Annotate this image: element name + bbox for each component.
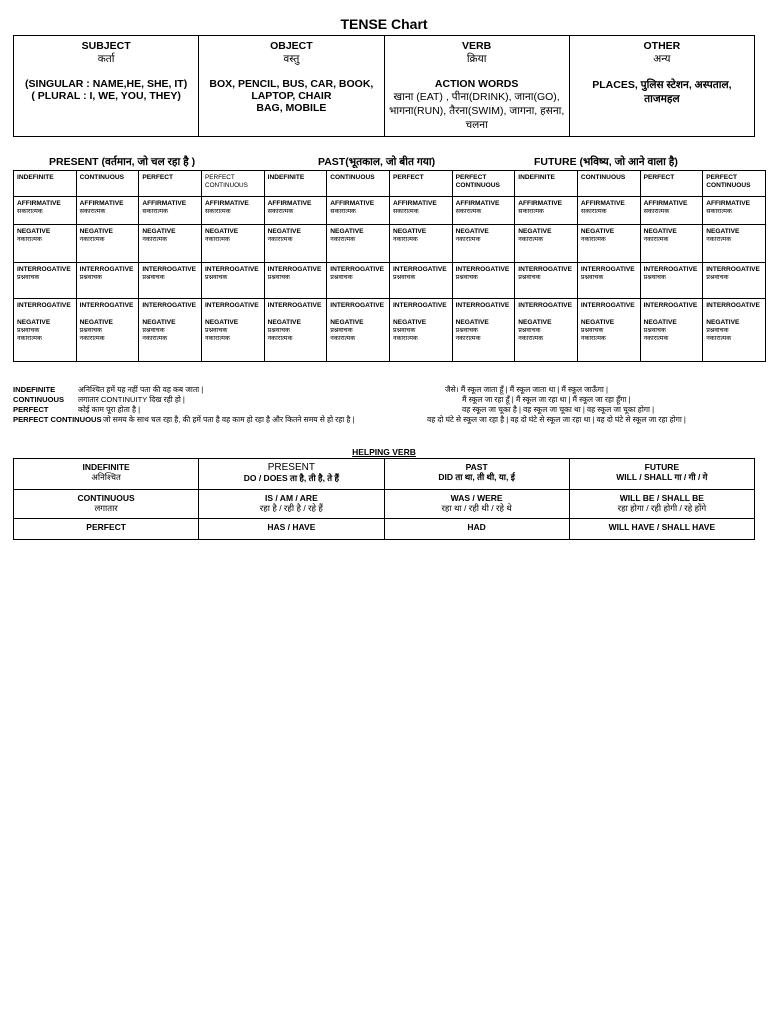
grid-cell-label: INTERROGATIVE	[142, 302, 197, 309]
grid-header: CONTINUOUS	[580, 174, 626, 181]
subject-cell	[14, 36, 199, 137]
grid-header-cell	[703, 171, 766, 197]
cell-hindi: क्रिया	[466, 53, 487, 65]
grid-cell-hindi: प्रश्नवाचक	[267, 274, 290, 282]
grid-cell-label: AFFIRMATIVE	[518, 200, 563, 207]
grid-header: PERFECT CONTINUOUS	[204, 174, 248, 189]
table-row	[14, 519, 755, 540]
grid-cell	[327, 197, 390, 225]
hv-present-heading: PRESENT	[267, 462, 315, 473]
grid-cell-hindi: प्रश्नवाचक	[706, 327, 729, 335]
hv-future-cell	[569, 519, 754, 540]
grid-cell-label: NEGATIVE	[392, 228, 427, 235]
grid-cell-label: NEGATIVE	[17, 228, 51, 235]
grid-cell	[703, 225, 766, 263]
grid-cell	[139, 225, 202, 263]
grid-cell	[14, 299, 77, 362]
table-row	[14, 263, 766, 299]
grid-header: INDEFINITE	[518, 174, 555, 181]
grid-cell	[14, 263, 77, 299]
grid-cell-hindi: नकारात्मक	[17, 236, 42, 244]
grid-cell	[327, 299, 390, 362]
grid-cell-hindi: प्रश्नवाचक	[455, 274, 478, 282]
grid-cell-label: NEGATIVE	[142, 319, 176, 327]
grid-cell-label: NEGATIVE	[643, 228, 677, 235]
cell-line: BAG, MOBILE	[256, 102, 327, 114]
definition-meaning: कोई काम पूरा होता है |	[78, 405, 141, 414]
grid-cell-label: NEGATIVE	[204, 319, 239, 327]
hv-present-cell	[199, 459, 384, 490]
grid-cell-label: AFFIRMATIVE	[267, 200, 312, 207]
hv-label-cell	[14, 490, 199, 519]
cell-line: BOX, PENCIL, BUS, CAR, BOOK, LAPTOP, CHAIR	[209, 78, 374, 102]
grid-cell-hindi: नकारात्मक	[17, 335, 42, 343]
grid-cell-hindi: नकारात्मक	[330, 335, 356, 343]
grid-cell	[139, 299, 202, 362]
hv-past-value: DID ता था, ती थी, या, ई	[438, 472, 515, 482]
other-cell	[569, 36, 754, 137]
grid-cell-hindi: प्रश्नवाचक	[392, 274, 416, 282]
grid-cell	[14, 197, 77, 225]
grid-cell-label: AFFIRMATIVE	[79, 200, 124, 207]
grid-cell-hindi: नकारात्मक	[580, 236, 606, 244]
grid-cell	[327, 263, 390, 299]
grid-cell	[389, 263, 452, 299]
grid-cell-label: INTERROGATIVE	[142, 266, 197, 273]
definition-term: PERFECT CONTINUOUS	[13, 415, 102, 424]
grid-cell-hindi: सकारात्मक	[643, 208, 670, 216]
hv-future-value: WILL HAVE / SHALL HAVE	[608, 522, 716, 532]
grid-header: CONTINUOUS	[79, 174, 124, 181]
hv-future-cell	[569, 459, 754, 490]
grid-cell-label: INTERROGATIVE	[17, 302, 71, 309]
grid-cell-hindi: नकारात्मक	[142, 335, 168, 343]
hv-past-cell	[384, 490, 569, 519]
grid-cell-hindi: नकारात्मक	[455, 335, 481, 343]
hv-label-cell	[14, 459, 199, 490]
grid-cell-hindi: नकारात्मक	[706, 335, 732, 343]
grid-cell-label: INTERROGATIVE	[518, 302, 572, 309]
hv-past-value: WAS / WERE	[450, 493, 503, 503]
cell-heading: SUBJECT	[81, 40, 131, 52]
grid-cell-label: NEGATIVE	[204, 228, 239, 235]
grid-cell	[577, 263, 640, 299]
definition-row	[13, 405, 755, 415]
cell-heading: OTHER	[643, 40, 681, 52]
grid-cell-label: INTERROGATIVE	[79, 302, 134, 309]
grid-cell-label: INTERROGATIVE	[17, 266, 71, 273]
grid-cell-hindi: प्रश्नवाचक	[17, 274, 40, 282]
grid-cell-hindi: नकारात्मक	[518, 236, 544, 244]
table-row	[14, 490, 755, 519]
grid-cell	[515, 225, 578, 263]
grid-cell	[640, 299, 703, 362]
grid-header: PERFECT	[643, 174, 675, 181]
grid-cell-hindi: प्रश्नवाचक	[142, 274, 165, 282]
hv-future-hindi: रहा होगा / रही होगी / रहे होंगे	[617, 503, 707, 513]
grid-cell-hindi: सकारात्मक	[330, 208, 356, 216]
grid-cell-label: INTERROGATIVE	[643, 266, 698, 273]
table-row	[14, 197, 766, 225]
hv-present-hindi: रहा है / रही है / रहे हैं	[259, 503, 323, 513]
grid-cell	[201, 263, 264, 299]
hv-label-hindi: अनिश्चित	[91, 472, 121, 482]
definition-row	[13, 415, 755, 425]
grid-header-cell	[264, 171, 327, 197]
grid-cell	[264, 299, 327, 362]
definition-meaning: अनिश्चित हमें यह नहीं पता की वह कब जाता |	[78, 385, 204, 394]
cell-hindi: कर्ता	[97, 53, 115, 65]
grid-header-cell	[327, 171, 390, 197]
grid-cell	[14, 225, 77, 263]
hv-past-value: HAD	[467, 522, 486, 532]
grid-cell-label: AFFIRMATIVE	[392, 200, 437, 207]
grid-cell-hindi: प्रश्नवाचक	[643, 274, 666, 282]
grid-cell	[327, 225, 390, 263]
past-heading: PAST(भूतकाल, जो बीत गया)	[318, 156, 436, 168]
grid-cell-label: NEGATIVE	[706, 228, 740, 235]
cell-heading: VERB	[462, 40, 492, 52]
grid-cell	[201, 299, 264, 362]
grid-cell-label: NEGATIVE	[17, 319, 51, 327]
grid-cell-label: NEGATIVE	[330, 228, 364, 235]
grid-cell-label: NEGATIVE	[455, 228, 489, 235]
definition-row	[13, 395, 755, 405]
verb-cell	[384, 36, 569, 137]
cell-line: PLACES, पुलिस स्टेशन, अस्पताल, ताजमहल	[592, 79, 732, 105]
hv-label-cell	[14, 519, 199, 540]
hv-future-value: WILL / SHALL गा / गी / गे	[616, 472, 708, 482]
grid-cell-hindi: नकारात्मक	[455, 236, 481, 244]
grid-cell	[640, 225, 703, 263]
grid-header: PERFECT CONTINUOUS	[706, 174, 751, 190]
grid-cell-label: NEGATIVE	[79, 228, 113, 235]
grid-cell	[264, 197, 327, 225]
grid-cell-hindi: प्रश्नवाचक	[392, 327, 416, 335]
grid-cell	[703, 197, 766, 225]
hv-present-value: HAS / HAVE	[267, 522, 316, 532]
grid-cell	[577, 225, 640, 263]
grid-header-cell	[76, 171, 139, 197]
grid-cell-label: INTERROGATIVE	[518, 266, 572, 273]
grid-cell-hindi: प्रश्नवाचक	[580, 327, 604, 335]
grid-cell-label: NEGATIVE	[267, 228, 301, 235]
grid-cell-label: INTERROGATIVE	[204, 302, 259, 309]
grid-cell-label: NEGATIVE	[518, 319, 552, 327]
grid-cell	[389, 299, 452, 362]
grid-cell-hindi: प्रश्नवाचक	[330, 274, 353, 282]
grid-cell-hindi: सकारात्मक	[142, 208, 168, 216]
grid-cell	[76, 225, 139, 263]
grid-cell-label: NEGATIVE	[518, 228, 552, 235]
grid-header: PERFECT	[142, 174, 174, 181]
grid-cell-hindi: नकारात्मक	[643, 335, 669, 343]
grid-cell-label: INTERROGATIVE	[455, 266, 510, 273]
grid-header: PERFECT CONTINUOUS	[455, 174, 500, 190]
grid-cell-label: AFFIRMATIVE	[706, 200, 751, 207]
definition-row	[13, 385, 755, 395]
grid-cell-label: INTERROGATIVE	[580, 266, 635, 273]
table-row	[14, 171, 766, 197]
grid-cell-label: AFFIRMATIVE	[643, 200, 688, 207]
grid-cell-hindi: सकारात्मक	[267, 208, 294, 216]
grid-header-cell	[577, 171, 640, 197]
hv-label: CONTINUOUS	[77, 493, 135, 503]
grid-cell-hindi: प्रश्नवाचक	[142, 327, 165, 335]
grid-cell-label: INTERROGATIVE	[706, 302, 760, 309]
page-title: TENSE Chart	[340, 16, 428, 32]
grid-cell	[703, 299, 766, 362]
table-row	[14, 459, 755, 490]
future-heading: FUTURE (भविष्य, जो आने वाला है)	[534, 156, 678, 168]
grid-cell	[640, 263, 703, 299]
grid-cell	[640, 197, 703, 225]
grid-cell-hindi: प्रश्नवाचक	[330, 327, 353, 335]
hv-present-cell	[199, 490, 384, 519]
grid-cell-label: INTERROGATIVE	[706, 266, 760, 273]
hv-past-hindi: रहा था / रही थी / रहे थे	[441, 503, 512, 513]
cell-hindi: अन्य	[653, 53, 671, 65]
grid-cell-hindi: नकारात्मक	[267, 335, 293, 343]
grid-cell	[577, 197, 640, 225]
grid-cell	[452, 299, 515, 362]
grid-cell-hindi: सकारात्मक	[17, 208, 43, 216]
definition-example: मैं स्कूल जा रहा हूँ | मैं स्कूल जा रहा था | मैं स्कूल जा रहा हूँगा |	[462, 395, 631, 404]
grid-cell-label: AFFIRMATIVE	[204, 200, 249, 207]
grid-cell-hindi: नकारात्मक	[580, 335, 606, 343]
grid-header-cell	[452, 171, 515, 197]
grid-cell	[703, 263, 766, 299]
grid-cell-label: INTERROGATIVE	[267, 266, 322, 273]
grid-cell	[452, 197, 515, 225]
grid-cell-label: NEGATIVE	[392, 319, 427, 327]
grid-cell-hindi: सकारात्मक	[518, 208, 544, 216]
grid-header: PERFECT	[392, 174, 424, 181]
grid-cell-hindi: प्रश्नवाचक	[204, 274, 228, 282]
object-cell	[199, 36, 384, 137]
grid-cell-label: NEGATIVE	[580, 319, 615, 327]
definition-term: PERFECT	[13, 405, 49, 414]
grid-cell-label: NEGATIVE	[580, 228, 615, 235]
hv-past-cell	[384, 459, 569, 490]
grid-cell	[264, 263, 327, 299]
hv-future-heading: FUTURE	[644, 462, 680, 472]
grid-cell-label: INTERROGATIVE	[267, 302, 322, 309]
helping-verb-title: HELPING VERB	[352, 447, 416, 457]
grid-cell-label: INTERROGATIVE	[392, 266, 447, 273]
grid-header-cell	[389, 171, 452, 197]
grid-cell-hindi: प्रश्नवाचक	[643, 327, 666, 335]
grid-cell-hindi: प्रश्नवाचक	[518, 327, 541, 335]
grid-cell-label: AFFIRMATIVE	[142, 200, 187, 207]
grid-cell	[515, 263, 578, 299]
definitions	[13, 385, 755, 425]
grid-cell	[201, 197, 264, 225]
table-row	[14, 225, 766, 263]
grid-cell-label: INTERROGATIVE	[643, 302, 698, 309]
hv-future-value: WILL BE / SHALL BE	[619, 493, 704, 503]
hv-present-cell	[199, 519, 384, 540]
grid-cell-hindi: नकारात्मक	[392, 335, 418, 343]
cell-line: (SINGULAR : NAME,HE, SHE, IT)	[25, 78, 188, 90]
grid-cell-label: NEGATIVE	[267, 319, 301, 327]
hv-past-cell	[384, 519, 569, 540]
grid-cell	[264, 225, 327, 263]
grid-cell-hindi: प्रश्नवाचक	[79, 327, 102, 335]
grid-cell-label: INTERROGATIVE	[455, 302, 510, 309]
grid-cell-hindi: सकारात्मक	[204, 208, 231, 216]
definition-example: वह दो घंटे से स्कूल जा रहा है | वह दो घंटे से स्कूल जा रहा था | वह दो घंटे से स्कूल जा रहा होगा |	[427, 415, 686, 424]
grid-cell	[389, 197, 452, 225]
grid-cell-label: NEGATIVE	[643, 319, 677, 327]
grid-cell-label: NEGATIVE	[330, 319, 364, 327]
grid-header-cell	[14, 171, 77, 197]
grid-header: INDEFINITE	[17, 174, 54, 181]
grid-cell-hindi: प्रश्नवाचक	[580, 274, 604, 282]
grid-header-cell	[515, 171, 578, 197]
definition-meaning: जो समय के साथ चल रहा है, की हमें पता है वह काम हो रहा है और कितने समय से हो रहा है |	[103, 415, 355, 424]
hv-label: PERFECT	[86, 522, 126, 532]
grid-cell-label: NEGATIVE	[79, 319, 113, 327]
grid-header-cell	[139, 171, 202, 197]
grid-cell	[76, 263, 139, 299]
grid-cell-hindi: सकारात्मक	[706, 208, 732, 216]
grid-cell-label: AFFIRMATIVE	[455, 200, 500, 207]
grid-cell	[76, 197, 139, 225]
grid-cell-hindi: नकारात्मक	[204, 335, 230, 343]
definition-term: INDEFINITE	[13, 385, 56, 394]
grid-cell	[452, 263, 515, 299]
grid-cell-hindi: सकारात्मक	[392, 208, 419, 216]
grid-cell-hindi: नकारात्मक	[267, 236, 293, 244]
tense-grid	[13, 170, 766, 362]
grid-cell-hindi: प्रश्नवाचक	[204, 327, 228, 335]
hv-present-value: DO / DOES ता है, ती है, ते हैं	[243, 473, 340, 483]
hv-future-cell	[569, 490, 754, 519]
grid-header-cell	[640, 171, 703, 197]
grid-cell-label: INTERROGATIVE	[330, 266, 385, 273]
hv-present-value: IS / AM / ARE	[265, 493, 318, 503]
grid-header-cell	[201, 171, 264, 197]
grid-cell-label: AFFIRMATIVE	[17, 200, 61, 207]
hv-past-heading: PAST	[465, 462, 488, 472]
definition-example: वह स्कूल जा चूका है | वह स्कूल जा चूका था | वह स्कूल जा चूका होगा |	[462, 405, 655, 414]
grid-cell-label: AFFIRMATIVE	[330, 200, 375, 207]
grid-cell-label: NEGATIVE	[706, 319, 740, 327]
definition-meaning: लगातार CONTINUITY दिख रही हो |	[78, 395, 185, 404]
cell-hindi: वस्तु	[283, 53, 300, 65]
grid-cell-label: NEGATIVE	[142, 228, 176, 235]
cell-heading: OBJECT	[270, 40, 313, 52]
grid-cell-label: NEGATIVE	[455, 319, 489, 327]
grid-cell-hindi: सकारात्मक	[455, 208, 482, 216]
grid-cell	[515, 299, 578, 362]
cell-line: ACTION WORDS	[434, 78, 519, 90]
helping-verb-table	[13, 458, 755, 540]
definition-term: CONTINUOUS	[13, 395, 65, 404]
grid-cell-hindi: नकारात्मक	[79, 335, 105, 343]
grid-cell-hindi: नकारात्मक	[330, 236, 356, 244]
grid-cell-hindi: नकारात्मक	[142, 236, 168, 244]
grid-cell-hindi: नकारात्मक	[204, 236, 230, 244]
grid-cell-label: INTERROGATIVE	[392, 302, 447, 309]
grid-cell-label: INTERROGATIVE	[79, 266, 134, 273]
grid-cell-hindi: प्रश्नवाचक	[455, 327, 478, 335]
grid-cell-label: INTERROGATIVE	[204, 266, 259, 273]
grid-cell-hindi: प्रश्नवाचक	[267, 327, 290, 335]
grid-cell-label: AFFIRMATIVE	[580, 200, 625, 207]
grid-cell-hindi: प्रश्नवाचक	[706, 274, 729, 282]
grid-cell-hindi: प्रश्नवाचक	[17, 327, 40, 335]
grid-header: INDEFINITE	[267, 174, 305, 181]
grid-cell	[452, 225, 515, 263]
grid-cell-hindi: प्रश्नवाचक	[518, 274, 541, 282]
grid-cell-hindi: सकारात्मक	[79, 208, 106, 216]
grid-cell-hindi: प्रश्नवाचक	[79, 274, 102, 282]
definition-example: जैसे। मैं स्कूल जाता हूँ | मैं स्कूल जाता था | मैं स्कूल जाऊँगा |	[445, 385, 608, 394]
grid-cell-hindi: नकारात्मक	[706, 236, 732, 244]
hv-label: INDEFINITE	[82, 462, 130, 472]
grid-cell-hindi: नकारात्मक	[643, 236, 669, 244]
grid-cell	[139, 263, 202, 299]
hv-label-hindi: लगातार	[94, 503, 118, 513]
grid-cell-hindi: नकारात्मक	[518, 335, 544, 343]
grid-header: CONTINUOUS	[330, 174, 375, 181]
grid-cell	[515, 197, 578, 225]
grid-cell	[139, 197, 202, 225]
grid-cell-label: INTERROGATIVE	[330, 302, 385, 309]
grid-cell	[201, 225, 264, 263]
cell-line: ( PLURAL : I, WE, YOU, THEY)	[31, 90, 181, 102]
grid-cell-hindi: नकारात्मक	[392, 236, 418, 244]
table-row	[14, 299, 766, 362]
grid-cell-hindi: सकारात्मक	[580, 208, 607, 216]
top-table	[13, 35, 755, 137]
grid-cell-hindi: नकारात्मक	[79, 236, 105, 244]
present-heading: PRESENT (वर्तमान, जो चल रहा है )	[49, 156, 196, 168]
grid-cell-label: INTERROGATIVE	[580, 302, 635, 309]
cell-line: खाना (EAT) , पीना(DRINK), जाना(GO), भागना(RUN), तैरना(SWIM), जागना, हसना, चलना	[388, 91, 565, 131]
grid-cell	[577, 299, 640, 362]
grid-cell	[76, 299, 139, 362]
grid-cell	[389, 225, 452, 263]
